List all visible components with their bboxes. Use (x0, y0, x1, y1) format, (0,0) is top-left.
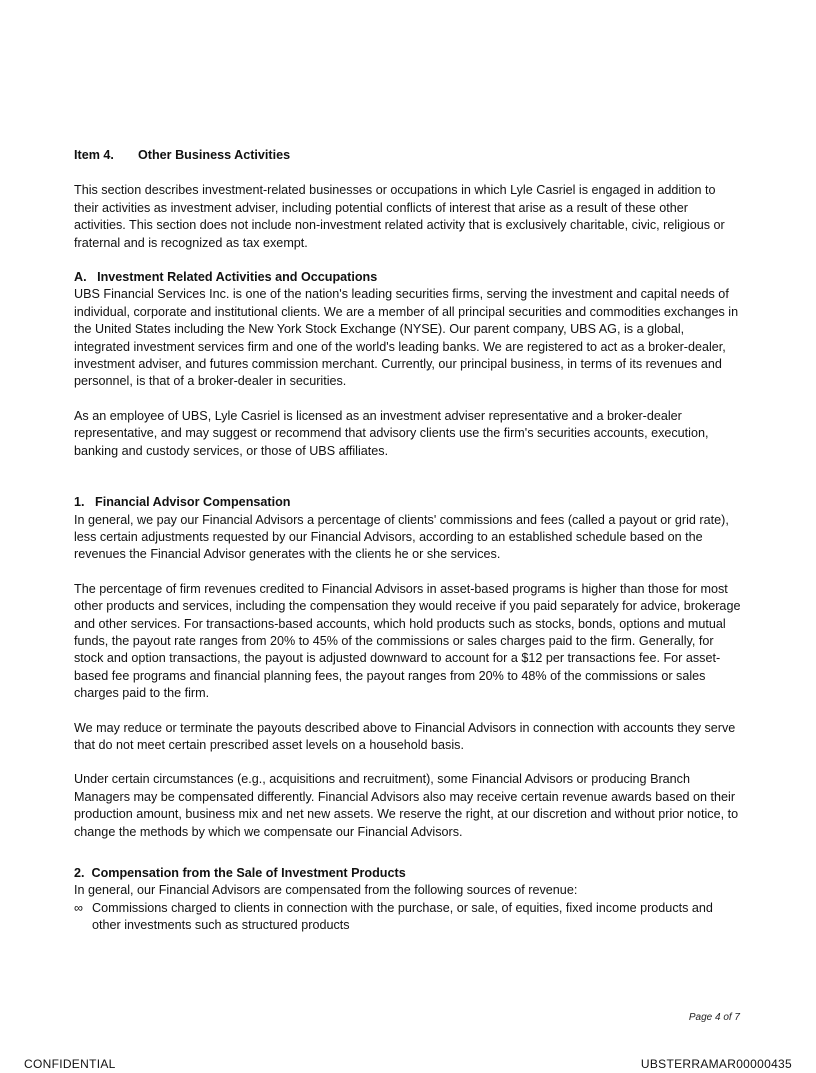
section-2 (74, 865, 742, 935)
page-number: Page 4 of 7 (688, 1012, 740, 1023)
item-heading (74, 147, 742, 164)
list-item (74, 900, 742, 935)
intro-paragraph: This section describes investment-related businesses or occupations in which Lyle Casriel is engaged in addition to their activities as investment adviser, including potential conflicts of interest that arise as a result of these other activities. This section does not include non-investment related activity that is exclusively charitable, civic, religious or fraternal and is recognized as tax exempt. (74, 183, 725, 250)
section-2-heading: 2. Compensation from the Sale of Investment Products (74, 866, 406, 880)
section-1 (74, 494, 742, 841)
item-number: Item 4. (74, 148, 114, 162)
section-1-heading: 1. Financial Advisor Compensation (74, 495, 291, 510)
item-title: Other Business Activities (138, 148, 291, 162)
section-a-heading: A. Investment Related Activities and Occupations (74, 270, 378, 285)
confidential-label: CONFIDENTIAL (24, 1057, 116, 1071)
document-body (74, 147, 742, 952)
list-item-text: Commissions charged to clients in connection with the purchase, or sale, of equities, fixed income products and other investments such as structured products (92, 900, 713, 933)
section-a-paragraph: As an employee of UBS, Lyle Casriel is licensed as an investment adviser representative and a broker-dealer representative, and may suggest or recommend that advisory clients use the firm's securities accounts, execution, banking and custody services, or those of UBS affiliates. (74, 408, 709, 458)
bates-number: UBSTERRAMAR00000435 (640, 1057, 792, 1071)
section-2-intro: In general, our Financial Advisors are compensated from the following sources of revenue: (74, 883, 578, 898)
section-a-paragraph: UBS Financial Services Inc. is one of the nation's leading securities firms, serving the investment and capital needs of individual, corporate and institutional clients. We are a member of all principal securities and commodities exchanges in the United States including the New York Stock Exchange (NYSE). Our parent company, UBS AG, is a global, integrated investment services firm and one of the world's leading banks. We are registered to act as a broker-dealer, investment adviser, and futures commission merchant. Currently, our principal business, in terms of its revenues and personnel, is that of a broker-dealer in securities. (74, 287, 739, 389)
section-1-paragraph: The percentage of firm revenues credited to Financial Advisors in asset-based programs is higher than those for most other products and services, including the compensation they would receive if you paid separately for advice, brokerage and other services. For transactions-based accounts, which hold products such as stocks, bonds, options and mutual funds, the payout rate ranges from 20% to 45% of the commissions or sales charges paid to the firm. Generally, for stock and option transactions, the payout is adjusted downward to account for a $12 per transactions fee. For asset-based fee programs and financial planning fees, the payout ranges from 20% to 48% of the commissions or sales charges paid to the firm. (74, 581, 741, 701)
revenue-sources-list (74, 900, 742, 935)
section-a (74, 269, 742, 460)
section-1-paragraph: Under certain circumstances (e.g., acquisitions and recruitment), some Financial Advisors or producing Branch Managers may be compensated differently. Financial Advisors also may receive certain revenue awards based on their production amount, business mix and net new assets. We reserve the right, at our discretion and without prior notice, to change the methods by which we compensate our Financial Advisors. (74, 772, 739, 839)
bullet-icon: ∞ (74, 900, 83, 915)
section-1-paragraph: We may reduce or terminate the payouts described above to Financial Advisors in connection with accounts they serve that do not meet certain prescribed asset levels on a household basis. (74, 720, 736, 752)
section-1-paragraph: In general, we pay our Financial Advisors a percentage of clients' commissions and fees (called a payout or grid rate), less certain adjustments requested by our Financial Advisors, according to an established schedule based on the revenues the Financial Advisor generates with the clients he or she services. (74, 512, 729, 562)
